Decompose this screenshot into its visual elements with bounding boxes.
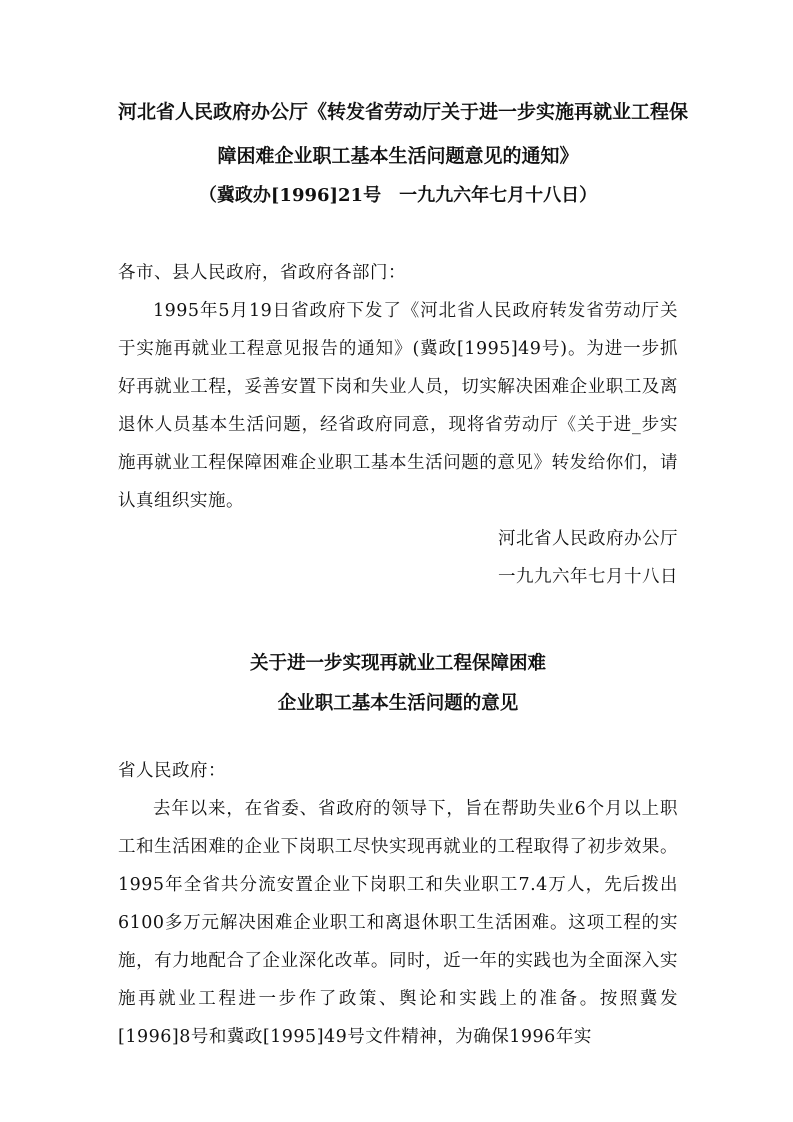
notice-title-line-1: 河北省人民政府办公厅《转发省劳动厅关于进一步实施再就业工程保: [118, 101, 689, 123]
opinion-section: [118, 644, 678, 1056]
opinion-title-line-2: 企业职工基本生活问题的意见: [277, 693, 519, 714]
notice-salutation: 各市、县人民政府，省政府各部门：: [118, 263, 406, 283]
document-reference: （冀政办[1996]21号 一九九六年七月十八日）: [198, 185, 598, 206]
opinion-title-line-1: 关于进一步实现再就业工程保障困难: [249, 653, 546, 674]
notice-title-line-2: 障困难企业职工基本生活问题意见的通知》: [217, 145, 579, 167]
notice-title: [118, 90, 689, 178]
opinion-paragraph: 去年以来，在省委、省政府的领导下，旨在帮助失业6个月以上职工和生活困难的企业下岗职工尽快实现再就业的工程取得了初步效果。1995年全省共分流安置企业下岗职工和失业职工7.4万人，先后拨出6100多万元解决困难企业职工和离退休职工生活困难。这项工程的实施，有力地配合了企业深化改革。同时，近一年的实践也为全面深入实施再就业工程进一步作了政策、舆论和实践上的准备。按照冀发[1996]8号和冀政[1995]49号文件精神，为确保1996年实: [118, 799, 678, 1047]
document-page: [118, 90, 689, 1056]
signature-date: 一九九六年七月十八日: [498, 567, 678, 587]
opinion-salutation: 省人民政府：: [118, 761, 226, 781]
signature-org: 河北省人民政府办公厅: [498, 529, 678, 549]
notice-paragraph: 1995年5月19日省政府下发了《河北省人民政府转发省劳动厅关于实施再就业工程意见报告的通知》(冀政[1995]49号)。为进一步抓好再就业工程，妥善安置下岗和失业人员，切实解决困难企业职工及离退休人员基本生活问题，经省政府同意，现将省劳动厅《关于进_步实施再就业工程保障困难企业职工基本生活问题的意见》转发给你们，请认真组织实施。: [118, 301, 678, 511]
